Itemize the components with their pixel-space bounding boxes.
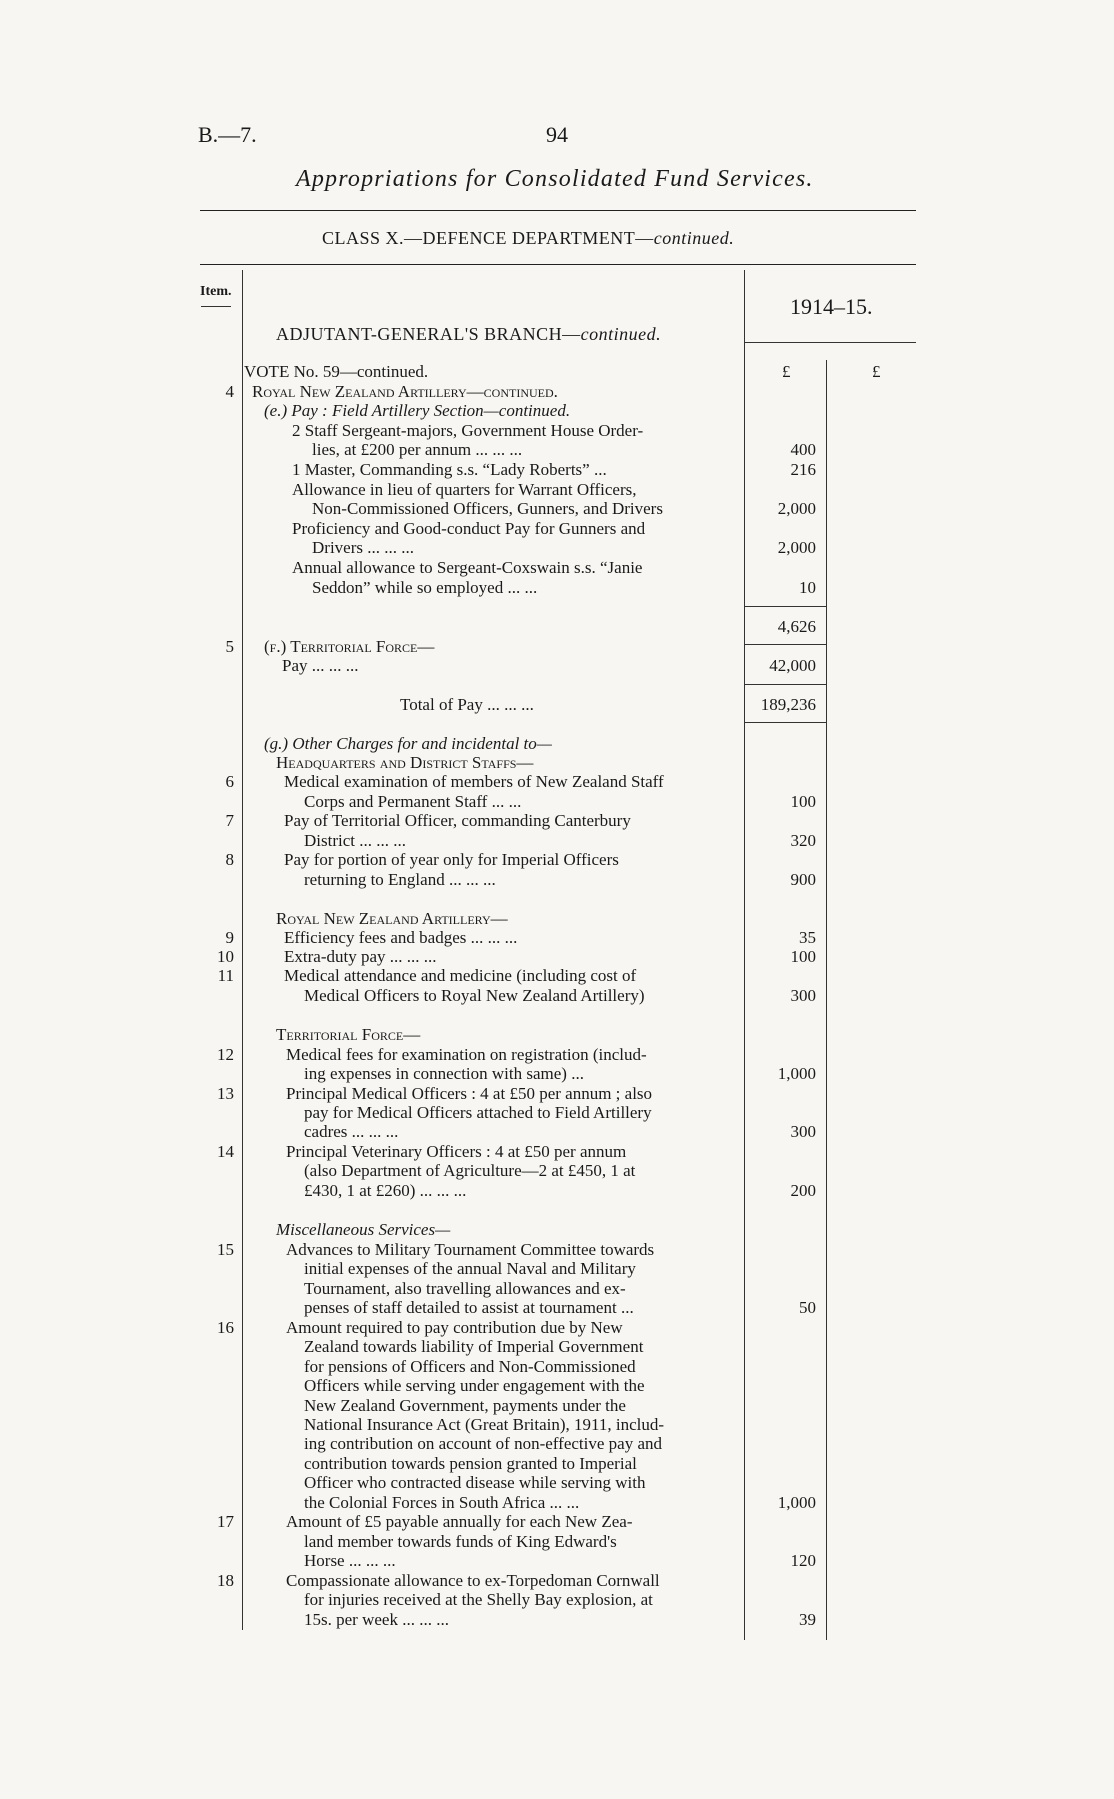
entry-line: Medical examination of members of New Zealand Staff [284,772,664,791]
amount: 35 [799,928,816,947]
entry-line: lies, at £200 per annum ... ... ... [312,440,523,459]
item-number: 4 [225,382,234,401]
item-number: 15 [217,1240,234,1259]
section-heading: Miscellaneous Services— [276,1220,451,1239]
year-header-rule [744,342,916,343]
entry-line: Medical fees for examination on registration (includ- [286,1045,647,1064]
entry-line: Corps and Permanent Staff ... ... [304,792,522,811]
item-number: 10 [217,947,234,966]
entry-line: penses of staff detailed to assist at tournament ... [304,1298,634,1317]
entry-line: Medical Officers to Royal New Zealand Artillery) [304,986,645,1005]
amount: 42,000 [769,656,816,675]
branch-heading: ADJUTANT-GENERAL'S BRANCH—continued. [276,324,662,344]
amount: 120 [790,1551,816,1570]
year-column-header: 1914–15. [790,294,873,319]
item-number: 11 [217,966,234,985]
page-number: 94 [546,122,568,147]
item-number: 5 [225,637,234,656]
entry-line: the Colonial Forces in South Africa ... ... [304,1493,580,1512]
entry-line: (also Department of Agriculture—2 at £450, 1 at [304,1161,636,1180]
amount: 216 [790,460,816,479]
entry-line: pay for Medical Officers attached to Field Artillery [304,1103,652,1122]
entry-line: Seddon” while so employed ... ... [312,578,538,597]
amount: 900 [790,870,816,889]
section-heading: Royal New Zealand Artillery— [276,909,508,928]
entry-line: Amount required to pay contribution due by New [286,1318,623,1337]
amount: 39 [799,1610,816,1629]
entry-line: Pay ... ... ... [282,656,359,675]
subtotal-column-rule [826,360,827,1640]
item-number: 6 [225,772,234,791]
entry-line: ing expenses in connection with same) ... [304,1064,584,1083]
currency-col1: £ [782,362,791,381]
entry-line: District ... ... ... [304,831,406,850]
class-rule [200,264,916,265]
item-number: 9 [225,928,234,947]
title-rule [200,210,916,211]
amount: 200 [790,1181,816,1200]
page-title: Appropriations for Consolidated Fund Services. [296,166,814,192]
item-number: 12 [217,1045,234,1064]
entry-line: 1 Master, Commanding s.s. “Lady Roberts” ... [292,460,607,479]
entry-line: Medical attendance and medicine (including cost of [284,966,637,985]
item-header-dash [201,306,231,307]
entry-line: Drivers ... ... ... [312,538,414,557]
entry-line: Pay for portion of year only for Imperial Officers [284,850,619,869]
entry-line: contribution towards pension granted to Imperial [304,1454,637,1473]
entry-line: Principal Medical Officers : 4 at £50 per annum ; also [286,1084,653,1103]
item-number: 14 [217,1142,234,1161]
item-number: 16 [217,1318,234,1337]
item-number: 17 [217,1512,234,1531]
entry-line: Compassionate allowance to ex-Torpedoman Cornwall [286,1571,660,1590]
currency-col2: £ [872,362,881,381]
entry-line: land member towards funds of King Edward's [304,1532,617,1551]
amount: 2,000 [777,538,816,557]
entry-line: Officers while serving under engagement with the [304,1376,645,1395]
entry-line: ing contribution on account of non-effective pay and [304,1434,662,1453]
amount: 300 [790,986,816,1005]
subtotal-amount: 4,626 [777,617,816,636]
entry-line: Efficiency fees and badges ... ... ... [284,928,518,947]
entry-line: for injuries received at the Shelly Bay explosion, at [304,1590,653,1609]
section-heading: Territorial Force— [276,1025,421,1044]
amount: 2,000 [777,499,816,518]
amount: 100 [790,792,816,811]
amount: 300 [790,1122,816,1141]
item-number: 7 [225,811,234,830]
entry-line: Advances to Military Tournament Committee towards [286,1240,655,1259]
total-line: Total of Pay ... ... ... [400,695,534,714]
item-column-header: Item. [200,284,232,299]
entry-line: £430, 1 at £260) ... ... ... [304,1181,467,1200]
subtotal-rule [744,606,826,607]
entry-line: Horse ... ... ... [304,1551,396,1570]
amount: 400 [790,440,816,459]
entry-line: returning to England ... ... ... [304,870,496,889]
entry-line: Extra-duty pay ... ... ... [284,947,437,966]
document-code: B.—7. [198,122,257,147]
amount: 10 [799,578,816,597]
item-number: 8 [225,850,234,869]
total-amount: 189,236 [760,695,816,714]
amount: 1,000 [777,1064,816,1083]
subtotal-rule [744,644,826,645]
total-rule [744,684,826,685]
item-column-rule [242,270,243,1630]
entry-line: Amount of £5 payable annually for each New Zea- [286,1512,633,1531]
entry-line: initial expenses of the annual Naval and Military [304,1259,636,1278]
entry-line: National Insurance Act (Great Britain), 1911, includ- [304,1415,665,1434]
entry-line: New Zealand Government, payments under the [304,1396,626,1415]
entry-line: Pay of Territorial Officer, commanding Canterbury [284,811,631,830]
section-heading: Royal New Zealand Artillery—continued. [252,382,558,401]
amount: 100 [790,947,816,966]
vote-heading: VOTE No. 59—continued. [244,362,429,381]
entry-line: Principal Veterinary Officers : 4 at £50 per annum [286,1142,627,1161]
entry-line: Non-Commissioned Officers, Gunners, and Drivers [312,499,663,518]
section-heading: Headquarters and District Staffs— [276,753,534,772]
entry-line: 2 Staff Sergeant-majors, Government House Order- [292,421,644,440]
total-rule [744,722,826,723]
entry-line: cadres ... ... ... [304,1122,399,1141]
subsection-heading: (g.) Other Charges for and incidental to— [264,734,552,753]
class-title: CLASS X.—DEFENCE DEPARTMENT—continued. [322,228,735,248]
entry-line: for pensions of Officers and Non-Commissioned [304,1357,636,1376]
item-number: 18 [217,1571,234,1590]
entry-line: 15s. per week ... ... ... [304,1610,449,1629]
amount: 1,000 [777,1493,816,1512]
subsection-heading: (e.) Pay : Field Artillery Section—continued. [264,401,571,420]
entry-line: Allowance in lieu of quarters for Warrant Officers, [292,480,637,499]
entry-line: Tournament, also travelling allowances and ex- [304,1279,626,1298]
entry-line: Proficiency and Good-conduct Pay for Gunners and [292,519,646,538]
item-number: 13 [217,1084,234,1103]
subsection-heading: (f.) Territorial Force— [264,637,435,656]
entry-line: Zealand towards liability of Imperial Government [304,1337,644,1356]
amount: 320 [790,831,816,850]
entry-line: Annual allowance to Sergeant-Coxswain s.s. “Janie [292,558,643,577]
entry-line: Officer who contracted disease while serving with [304,1473,646,1492]
amount: 50 [799,1298,816,1317]
